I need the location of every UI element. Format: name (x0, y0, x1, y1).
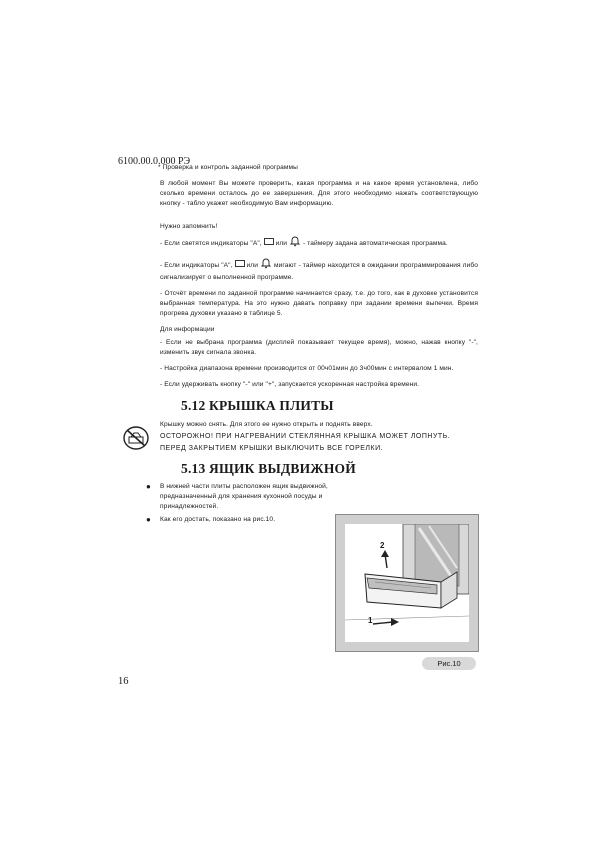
info-item-3: - Если удерживать кнопку "-" или "+", запускается ускоренная настройка времени. (160, 381, 420, 388)
remember-item-3: - Отсчёт времени по заданной программе начинается сразу, т.е. до того, как в духовке установится выбранная температура. На это нужно давать поправку при задании времени выпечки. Время прогрева духовки указано в таблице 5. (160, 290, 478, 317)
list-item: ● В нижней части плиты расположен ящик выдвижной, предназначенный для хранения кухонной посуды и принадлежностей. (146, 482, 328, 510)
list-item: ● Как его достать, показано на рис.10. (146, 515, 276, 524)
bullet-icon: ● (146, 482, 151, 491)
section-512-warning-2: ПЕРЕД ЗАКРЫТИЕМ КРЫШКИ ВЫКЛЮЧИТЬ ВСЕ ГОРЕЛКИ. (160, 445, 384, 452)
drawer-figure (335, 514, 479, 652)
section-513-title: 5.13 ЯЩИК ВЫДВИЖНОЙ (181, 461, 356, 476)
figure-caption: Рис.10 (422, 657, 476, 670)
bullet-icon: ● (146, 515, 151, 524)
section-512-text: Крышку можно снять. Для этого ее нужно открыть и поднять вверх. (160, 421, 373, 428)
program-check-intro: В любой момент Вы можете проверить, какая программа и на какое время установлена, либо сколько времени осталось до ее завершения. Для этого необходимо нажать соответствующую кнопку - табло укажет необходимую Вам информацию. (160, 180, 478, 207)
document-number: 6100.00.0.000 РЭ (118, 156, 191, 167)
step-2-label: 2 (380, 541, 385, 550)
info-label: Для информации (160, 326, 215, 333)
info-item-1: - Если не выбрана программа (дисплей показывает текущее время), можно, нажав кнопку "-", изменить звук сигнала звонка. (160, 339, 478, 356)
step-1-label: 1 (368, 616, 373, 625)
no-touch-icon (122, 425, 150, 456)
drawer-illustration (345, 524, 469, 642)
rectangle-indicator-icon (264, 238, 274, 249)
remember-label: Нужно запомнить! (160, 223, 218, 230)
remember-item-2: - Если индикаторы "А", или мигают - таймер находится в ожидании программирования либо сигнализирует о выполненной программе. (160, 257, 478, 283)
program-check-heading: * Проверка и контроль заданной программы (158, 164, 298, 171)
section-512-title: 5.12 КРЫШКА ПЛИТЫ (181, 398, 334, 413)
bell-icon (260, 257, 272, 273)
section-513-list (146, 482, 332, 528)
program-check-section (160, 163, 478, 396)
bell-icon (289, 235, 301, 251)
rectangle-indicator-icon (235, 260, 245, 271)
remember-item-1: - Если светятся индикаторы "А", или - таймеру задана автоматическая программа. (160, 235, 478, 251)
info-item-2: - Настройка диапазона времени производится от 00ч01мин до 3ч00мин с интервалом 1 мин. (160, 365, 454, 372)
page-number: 16 (118, 676, 129, 687)
section-512-warning-1: ОСТОРОЖНО! ПРИ НАГРЕВАНИИ СТЕКЛЯННАЯ КРЫШКА МОЖЕТ ЛОПНУТЬ. (160, 433, 451, 440)
